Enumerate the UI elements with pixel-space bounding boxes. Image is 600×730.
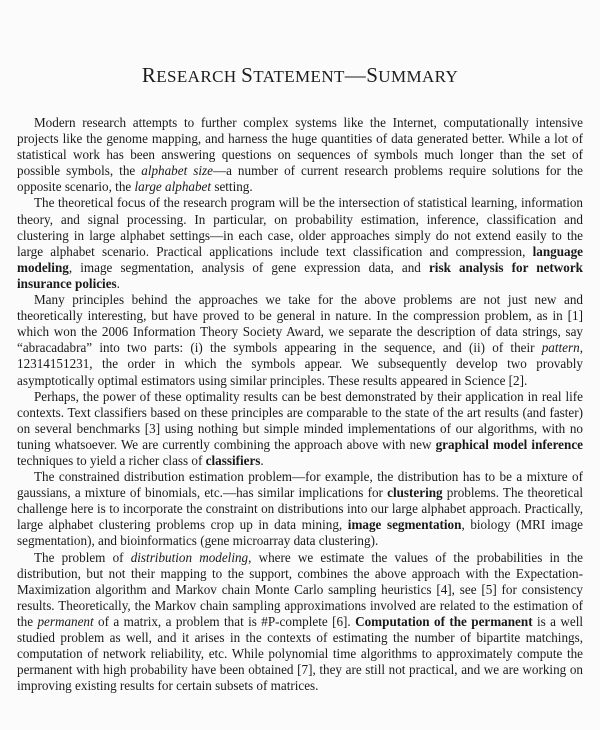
italic-term: pattern xyxy=(541,340,580,356)
bold-term: graphical model inference xyxy=(435,436,583,452)
text-run: of a matrix, a problem that is #P-complete [6]. xyxy=(93,613,356,629)
title-smallcaps: UMMARY xyxy=(378,67,459,86)
bold-term: classifiers xyxy=(205,452,261,468)
text-run: problems. The theoretical challenge here is to incorporate the constraint on distributions into our large alphabet approach. Practically, large alphabet clustering problems crop up in data mining, xyxy=(17,485,583,533)
document-title xyxy=(0,63,600,88)
paragraph xyxy=(17,292,583,389)
title-cap: S xyxy=(366,63,379,87)
bold-term: image segmentation xyxy=(347,517,462,533)
bold-term: clustering xyxy=(387,485,443,501)
paragraph xyxy=(17,389,583,469)
italic-term: large alphabet xyxy=(134,179,212,195)
paragraph xyxy=(17,469,583,549)
text-run: —a number of current research problems require solutions for the opposite scenario, the xyxy=(17,163,583,195)
italic-term: distribution modeling xyxy=(130,549,249,565)
text-run: Perhaps, the power of these optimality results can be best demonstrated by their application in real life contexts. Text classifiers based on these principles are comparable to the state of the art results (and faster) on several benchmarks [3] using nothing but simple minded implementations of our algorithms, with no tuning whatsoever. We are currently combining the approach above with new xyxy=(17,388,583,452)
text-run: setting. xyxy=(211,179,253,195)
text-run: The constrained distribution estimation problem—for example, the distribution has to be a mixture of gaussians, a mixture of binomials, etc.—has similar implications for xyxy=(17,469,583,501)
bold-term: Computation of the permanent xyxy=(355,613,533,629)
title-cap: S xyxy=(241,63,254,87)
text-run: The problem of xyxy=(34,549,131,565)
text-run: techniques to yield a richer class of xyxy=(17,452,206,468)
text-run: Modern research attempts to further complex systems like the Internet, computationally intensive projects like the genome mapping, and harness the huge quantities of data generated better. While a lot of statistical work has been answering questions on sequences of symbols much longer than the set of possible symbols, the xyxy=(17,115,583,179)
text-run: is a well studied problem as well, and it arises in the contexts of estimating the number of bipartite matchings, computation of network reliability, etc. While polynomial time algorithms to approximately compute the permanent with high probability have been obtained [7], they are still not practical, and we are working on improving existing results for certain subsets of matrices. xyxy=(17,613,583,694)
document-body xyxy=(17,115,583,694)
paragraph xyxy=(17,195,583,292)
bold-term: risk analysis for network insurance policies xyxy=(17,259,583,291)
text-run: Many principles behind the approaches we take for the above problems are not just new and theoretically interesting, but have proved to be general in nature. In the compression problem, as in [1] which won the 2006 Information Theory Society Award, we separate the description of data strings, say “abracadabra” into two parts: (i) the symbols appearing in the sequence, and (ii) of their xyxy=(17,292,583,356)
title-cap: R xyxy=(141,63,157,87)
text-run: , image segmentation, analysis of gene expression data, and xyxy=(68,259,429,275)
text-run: The theoretical focus of the research program will be the intersection of statistical learning, information theory, and signal processing. In particular, on probability estimation, inference, classification and clustering in large alphabet settings—in each case, older approaches simply do not extend easily to the large alphabet scenario. Practical applications include text classification and compression, xyxy=(17,195,583,259)
title-dash: — xyxy=(344,63,367,87)
text-run: , 12314151231, the order in which the symbols appear. We subsequently develop two provably asymptotically optimal estimators using similar principles. These results appeared in Science [2]. xyxy=(17,340,583,388)
paragraph xyxy=(17,550,583,695)
text-run: . xyxy=(116,275,120,291)
text-run: , biology (MRI image segmentation), and bioinformatics (gene microarray data clustering). xyxy=(17,517,583,549)
title-smallcaps: TATEMENT xyxy=(253,67,345,86)
title-smallcaps: ESEARCH xyxy=(156,67,242,86)
bold-term: language modeling xyxy=(17,243,583,275)
paragraph xyxy=(17,115,583,195)
text-run: . xyxy=(260,452,264,468)
italic-term: alphabet size xyxy=(141,163,213,179)
italic-term: permanent xyxy=(37,613,94,629)
text-run: , where we estimate the values of the probabilities in the distribution, but not their mapping to the support, combines the above approach with the Expectation-Maximization algorithm and Markov chain Monte Carlo sampling heuristics [4], see [5] for consistency results. Theoretically, the Markov chain sampling approximations involved are related to the estimation of the xyxy=(17,549,583,629)
